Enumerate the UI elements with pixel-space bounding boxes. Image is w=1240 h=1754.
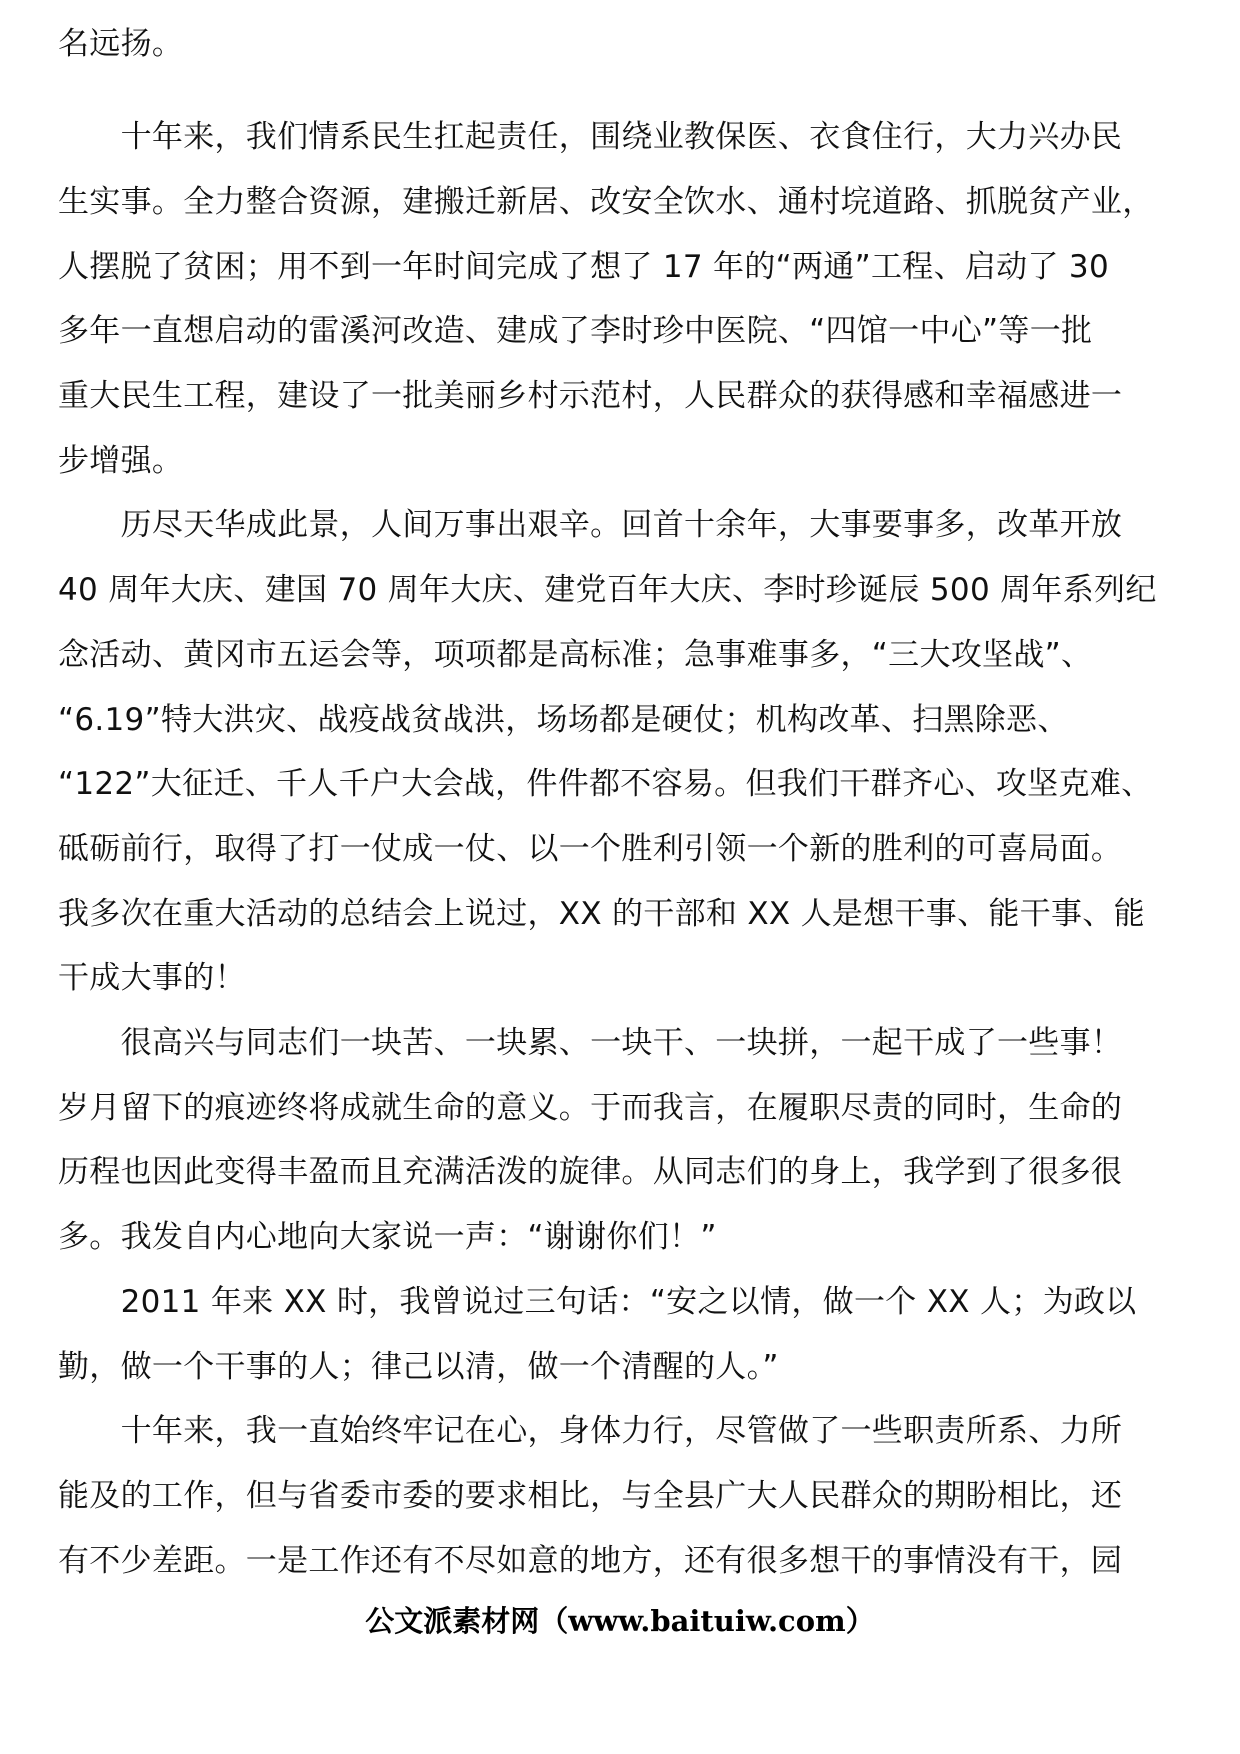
text-line-22: 十年来，我一直始终牢记在心，身体力行，尽管做了一些职责所系、力所 (58, 1413, 1123, 1449)
text-line-10: 念活动、黄冈市五运会等，项项都是高标准；急事难事多，“三大攻坚战”、 (58, 637, 1093, 673)
text-line-12: “122”大征迁、千人千户大会战，件件都不容易。但我们干群齐心、攻坚克难、 (58, 766, 1153, 802)
text-line-24: 有不少差距。一是工作还有不尽如意的地方，还有很多想干的事情没有干，园 (58, 1543, 1123, 1579)
text-line-5: 多年一直想启动的雷溪河改造、建成了李时珍中医院、“四馆一中心”等一批 (58, 313, 1093, 349)
text-line-3: 生实事。全力整合资源，建搬迁新居、改安全饮水、通村垸道路、抓脱贫产业， (58, 184, 1154, 220)
text-line-21: 勤，做一个干事的人；律己以清，做一个清醒的人。” (58, 1349, 779, 1385)
text-line-8: 历尽天华成此景，人间万事出艰辛。回首十余年，大事要事多，改革开放 (58, 507, 1123, 543)
text-line-11: “6.19”特大洪灾、战疫战贫战洪，场场都是硬仗；机构改革、扫黑除恶、 (58, 702, 1069, 738)
text-line-16: 很高兴与同志们一块苦、一块累、一块干、一块拼，一起干成了一些事！ (58, 1025, 1123, 1061)
text-line-4: 人摆脱了贫困；用不到一年时间完成了想了 17 年的“两通”工程、启动了 30 (58, 249, 1109, 285)
text-line-19: 多。我发自内心地向大家说一声：“谢谢你们！” (58, 1219, 717, 1255)
text-line-18: 历程也因此变得丰盈而且充满活泼的旋律。从同志们的身上，我学到了很多很 (58, 1154, 1123, 1190)
text-line-1: 名远扬。 (58, 26, 184, 62)
text-line-20: 2011 年来 XX 时，我曾说过三句话：“安之以情，做一个 XX 人；为政以 (58, 1284, 1137, 1320)
text-line-7: 步增强。 (58, 443, 184, 479)
text-line-6: 重大民生工程，建设了一批美丽乡村示范村，人民群众的获得感和幸福感进一 (58, 378, 1123, 414)
text-line-23: 能及的工作，但与省委市委的要求相比，与全县广大人民群众的期盼相比，还 (58, 1478, 1123, 1514)
text-line-17: 岁月留下的痕迹终将成就生命的意义。于而我言，在履职尽责的同时，生命的 (58, 1090, 1123, 1126)
text-line-15: 干成大事的！ (58, 960, 246, 996)
text-line-9: 40 周年大庆、建国 70 周年大庆、建党百年大庆、李时珍诞辰 500 周年系列纪 (58, 572, 1157, 608)
text-line-13: 砥砺前行，取得了打一仗成一仗、以一个胜利引领一个新的胜利的可喜局面。 (58, 831, 1123, 867)
text-line-2: 十年来，我们情系民生扛起责任，围绕业教保医、衣食住行，大力兴办民 (58, 119, 1123, 155)
text-line-14: 我多次在重大活动的总结会上说过，XX 的干部和 XX 人是想干事、能干事、能 (58, 896, 1145, 932)
footer-watermark: 公文派素材网（www.baituiw.com） (365, 1604, 875, 1638)
